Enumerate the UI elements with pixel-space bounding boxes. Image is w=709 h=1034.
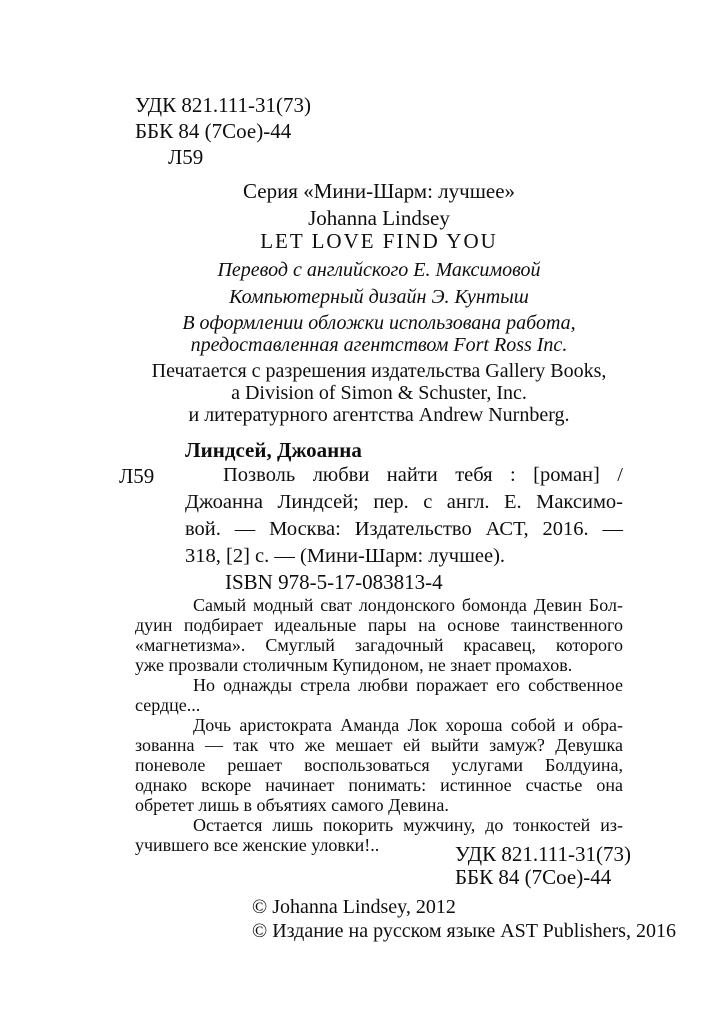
original-title: LET LOVE FIND YOU xyxy=(260,229,498,253)
catalog-card-entry-line: 318, [2] с. — (Мини-Шарм: лучшее). xyxy=(185,545,506,567)
annotation-line: Самый модный сват лондонского бомонда Девин Бол- xyxy=(193,595,623,615)
catalog-card-entry-line: вой. — Москва: Издательство АСТ, 2016. — xyxy=(185,518,623,540)
cover-art-note xyxy=(135,312,623,356)
annotation-line: однако вскоре начинает понимать: истинное счастье она xyxy=(135,775,623,795)
annotation-line: поневоле решает воспользоваться услугами Болдуина, xyxy=(135,755,623,775)
catalog-card-entry-line: Позволь любви найти тебя : [роман] / xyxy=(223,464,623,486)
annotation-line: обретет лишь в объятиях самого Девина. xyxy=(135,795,449,815)
publication-rights-note xyxy=(135,360,623,426)
annotation-line: «магнетизма». Смуглый загадочный красавец, которого xyxy=(135,635,623,655)
catalog-card-author-sign: Л59 xyxy=(119,464,155,488)
copyright-block-line: © Johanna Lindsey, 2012 xyxy=(252,896,456,918)
publication-rights-note-line: a Division of Simon & Schuster, Inc. xyxy=(231,382,527,404)
translation-credit: Перевод с английского Е. Максимовой xyxy=(217,259,541,281)
catalog-card-author-heading: Линдсей, Джоанна xyxy=(185,438,362,462)
annotation-line: дуин подбирает идеальные пары на основе таинственного xyxy=(135,615,623,635)
annotation-line: Дочь аристократа Аманда Лок хороша собой и обра- xyxy=(193,715,623,735)
series-title: Серия «Мини-Шарм: лучшее» xyxy=(242,179,516,203)
author-sign: Л59 xyxy=(168,145,204,169)
original-author: Johanna Lindsey xyxy=(308,206,450,230)
annotation-paragraph xyxy=(135,595,623,675)
annotation-line: зованна — так что же мешает ей выйти замуж? Девушка xyxy=(135,735,623,755)
annotation-line: учившего все женские уловки!.. xyxy=(135,835,380,855)
annotation-paragraph xyxy=(135,675,623,715)
bbk-code: ББК 84 (7Сое)-44 xyxy=(135,119,292,143)
annotation-line: Но однажды стрела любви поражает его собственное xyxy=(193,675,623,695)
bottom-udc-code: УДК 821.111-31(73) xyxy=(455,842,631,866)
annotation-line: сердце... xyxy=(135,695,201,715)
top-classification-block xyxy=(135,92,311,170)
publication-rights-note-line: и литературного агентства Andrew Nurnberg. xyxy=(188,404,570,426)
copyright-block xyxy=(252,895,676,943)
bottom-classification-block xyxy=(455,843,631,889)
publication-rights-note-line: Печатается с разрешения издательства Gallery Books, xyxy=(151,360,607,382)
bottom-bbk-code: ББК 84 (7Сое)-44 xyxy=(455,865,612,889)
annotation-text xyxy=(135,595,623,855)
cover-art-note-line: В оформлении обложки использована работа, xyxy=(182,312,576,334)
catalog-card-entry xyxy=(185,462,623,570)
catalog-card-entry-line: Джоанна Линдсей; пер. с англ. Е. Максимо- xyxy=(185,491,623,513)
copyright-block-line: © Издание на русском языке AST Publishers, 2016 xyxy=(252,920,676,942)
udc-code: УДК 821.111-31(73) xyxy=(135,93,311,117)
design-credit: Компьютерный дизайн Э. Кунтыш xyxy=(229,286,529,308)
isbn-number: ISBN 978-5-17-083813-4 xyxy=(225,570,443,594)
annotation-line: Остается лишь покорить мужчину, до тонкостей из- xyxy=(193,815,623,835)
annotation-paragraph xyxy=(135,715,623,815)
annotation-line: уже прозвали столичным Купидоном, не знает промахов. xyxy=(135,655,573,675)
cover-art-note-line: предоставленная агентством Fort Ross Inc. xyxy=(190,334,568,356)
